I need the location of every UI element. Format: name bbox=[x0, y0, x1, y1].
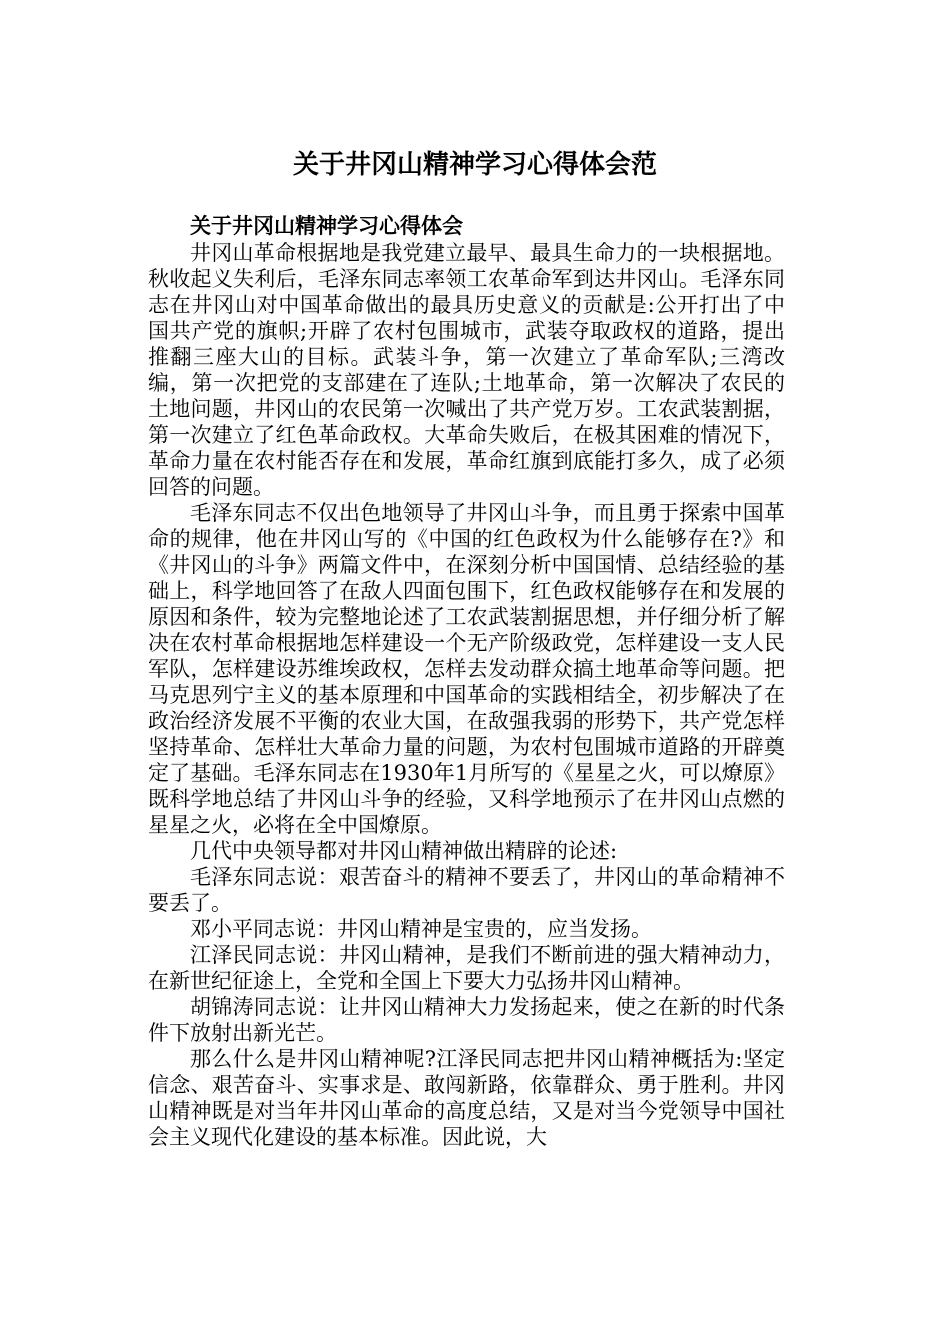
paragraph-4: 毛泽东同志说：艰苦奋斗的精神不要丢了，井冈山的革命精神不要丢了。 bbox=[148, 865, 785, 915]
paragraph-7: 胡锦涛同志说：让井冈山精神大力发扬起来，使之在新的时代条件下放射出新光芒。 bbox=[148, 995, 785, 1045]
paragraph-1: 井冈山革命根据地是我党建立最早、最具生命力的一块根据地。秋收起义失利后，毛泽东同志率领工农革命军到达井冈山。毛泽东同志在井冈山对中国革命做出的最具历史意义的贡献是:公开打出了中国共产党的旗帜;开辟了农村包围城市，武装夺取政权的道路，提出推翻三座大山的目标。武装斗争，第一次建立了革命军队;三湾改编，第一次把党的支部建在了连队;土地革命，第一次解决了农民的土地问题，井冈山的农民第一次喊出了共产党万岁。工农武装割据，第一次建立了红色革命政权。大革命失败后，在极其困难的情况下，革命力量在农村能否存在和发展，革命红旗到底能打多久，成了必须回答的问题。 bbox=[148, 241, 785, 499]
paragraph-5: 邓小平同志说：井冈山精神是宝贵的，应当发扬。 bbox=[190, 917, 652, 941]
document-title: 关于井冈山精神学习心得体会范 bbox=[292, 150, 657, 180]
section-heading: 关于井冈山精神学习心得体会 bbox=[190, 214, 463, 238]
document-body bbox=[148, 212, 785, 1150]
paragraph-8: 那么什么是井冈山精神呢?江泽民同志把井冈山精神概括为:坚定信念、艰苦奋斗、实事求是、敢闯新路，依靠群众、勇于胜利。井冈山精神既是对当年井冈山革命的高度总结，又是对当今党领导中国社会主义现代化建设的基本标准。因此说，大 bbox=[148, 1047, 785, 1149]
paragraph-3: 几代中央领导都对井冈山精神做出精辟的论述: bbox=[190, 839, 618, 863]
paragraph-2: 毛泽东同志不仅出色地领导了井冈山斗争，而且勇于探索中国革命的规律，他在井冈山写的《中国的红色政权为什么能够存在?》和《井冈山的斗争》两篇文件中，在深刻分析中国国情、总结经验的基础上，科学地回答了在敌人四面包围下，红色政权能够存在和发展的原因和条件，较为完整地论述了工农武装割据思想，并仔细分析了解决在农村革命根据地怎样建设一个无产阶级政党，怎样建设一支人民军队，怎样建设苏维埃政权，怎样去发动群众搞土地革命等问题。把马克思列宁主义的基本原理和中国革命的实践相结全，初步解决了在政治经济发展不平衡的农业大国，在敌强我弱的形势下，共产党怎样坚持革命、怎样壮大革命力量的问题，为农村包围城市道路的开辟奠定了基础。毛泽东同志在1930年1月所写的《星星之火，可以燎原》既科学地总结了井冈山斗争的经验，又科学地预示了在井冈山点燃的星星之火，必将在全中国燎原。 bbox=[148, 501, 785, 837]
paragraph-6: 江泽民同志说：井冈山精神，是我们不断前进的强大精神动力，在新世纪征途上，全党和全国上下要大力弘扬井冈山精神。 bbox=[148, 943, 785, 993]
